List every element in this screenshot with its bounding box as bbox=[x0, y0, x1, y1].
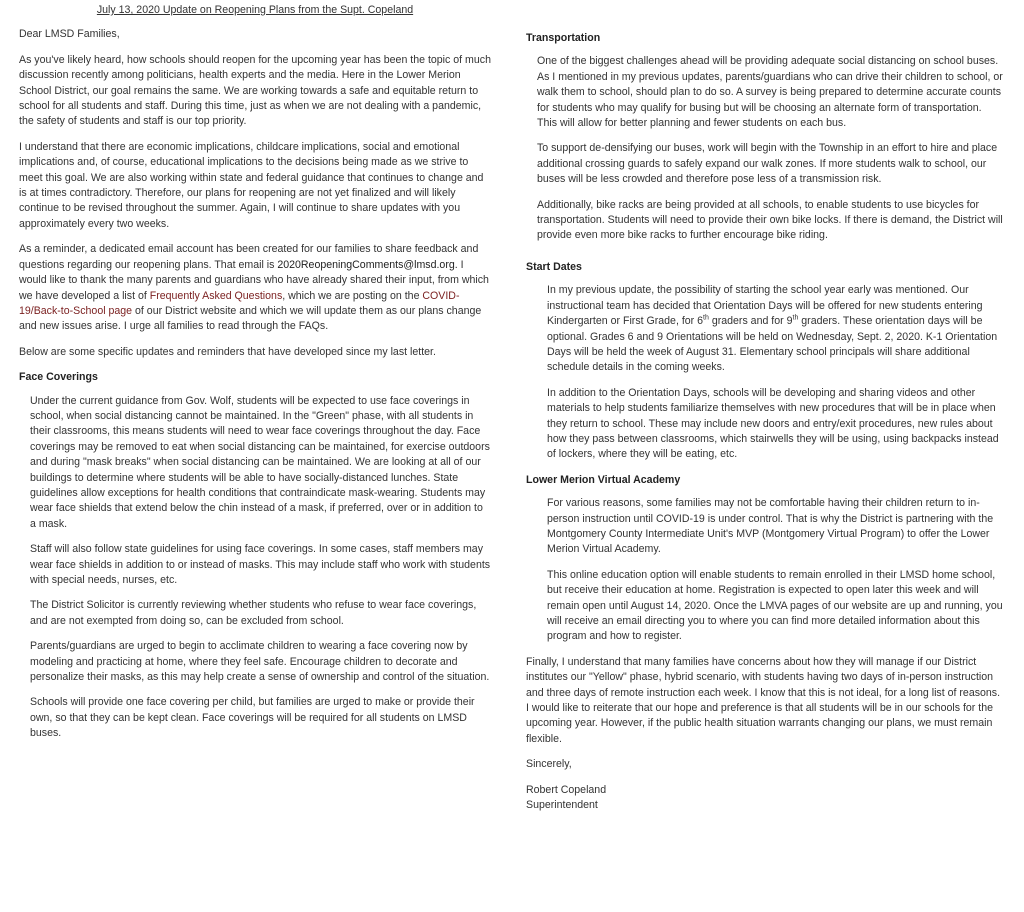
ordinal-suffix-9th: th bbox=[792, 314, 799, 322]
intro-paragraph-1: As you've likely heard, how schools should reopen for the upcoming year has been the topic of much discussion recently among politicians, health experts and the media. Here in the Lower Merion School District, our goal remains the same. We are working towards a safe and equitable return to school for all students and staff. During this time, just as when we are not dealing with a pandemic, the safety of students and staff is our top priority. bbox=[19, 53, 491, 128]
intro-paragraph-3 bbox=[19, 242, 491, 334]
right-column bbox=[526, 31, 1004, 813]
start-text-a: In my previous update, the possibility of starting the school year early was mentioned. Our instructional team has decided that Orientation Days will be offered for new students entering Kindergarten or First Grade, for 6 bbox=[547, 284, 983, 328]
greeting: Dear LMSD Families, bbox=[19, 28, 120, 41]
title-wrap bbox=[19, 3, 491, 18]
lmva-paragraph-2: This online education option will enable students to remain enrolled in their LMSD home school, but receive their education at home. Registration is expected to open later this week and will remain open until August 14, 2020. Once the LMVA pages of our website are up and running, you will receive an email directing you to where you can find more detailed information about this program and how to register. bbox=[547, 568, 1003, 643]
signer-title: Superintendent bbox=[526, 799, 598, 812]
face-paragraph-5: Schools will provide one face covering per child, but families are urged to make or provide their own, so that they can be kept clean. Face coverings will be required for all students on LMSD buses. bbox=[30, 696, 475, 740]
intro-paragraph-2: I understand that there are economic implications, childcare implications, social and emotional implications and, of course, educational implications to the decisions being made as we strive to meet this goal. We are also working within state and federal guidance that continues to change and is at times contradictory. Therefore, our plans for reopening are not yet finalized and will likely continue to be revised throughout the summer. Again, I will continue to share updates with you approximately every two weeks. bbox=[19, 140, 484, 230]
covid-page-link[interactable]: COVID-19/Back-to-School page bbox=[19, 289, 460, 317]
email-address: 2020ReopeningComments@lmsd.org bbox=[277, 258, 455, 271]
start-dates-section bbox=[526, 283, 1004, 462]
start-dates-heading: Start Dates bbox=[526, 260, 582, 273]
page-title[interactable]: July 13, 2020 Update on Reopening Plans from the Supt. Copeland bbox=[96, 4, 414, 16]
intro-text-c: , which we are posting on the bbox=[282, 289, 423, 302]
start-text-c: graders. These orientation days will be optional. Grades 6 and 9 Orientations will be held on Wednesday, Sept. 2, 2020. K-1 Orientation Days will be held the week of August 31. Elementary school principals will share additional schedule details in the coming weeks. bbox=[547, 315, 998, 374]
face-coverings-section bbox=[19, 394, 491, 742]
signoff: Sincerely, bbox=[526, 758, 572, 771]
transportation-heading: Transportation bbox=[526, 32, 601, 44]
start-paragraph-2: In addition to the Orientation Days, schools will be developing and sharing videos and other materials to help students familiarize themselves with new procedures that will be in place when they return to school. These may include new doors and entry/exit procedures, new rules about how they pass between classrooms, which stairwells they will be using, using backpacks instead of lockers, where they will be eating, etc. bbox=[547, 386, 999, 461]
start-paragraph-1 bbox=[547, 283, 1004, 375]
lmva-heading: Lower Merion Virtual Academy bbox=[526, 473, 681, 486]
face-paragraph-3: The District Solicitor is currently reviewing whether students who refuse to wear face coverings, and are not exempted from doing so, can be excluded from school. bbox=[30, 599, 477, 627]
closing-paragraph: Finally, I understand that many families have concerns about how they will manage if our District institutes our "Yellow" phase, hybrid scenario, with students having two days of in-person instruction and three days of remote instruction each week. I know that this is not ideal, for a long list of reasons. I would like to reiterate that our hope and preference is that all students will be in our schools for the upcoming year. However, if the public health situation warrants changing our plans, we must remain flexible. bbox=[526, 655, 1001, 745]
faq-link[interactable]: Frequently Asked Questions bbox=[149, 289, 283, 302]
face-paragraph-2: Staff will also follow state guidelines for using face coverings. In some cases, staff members may wear face shields in addition to or instead of masks. This may include staff who work with students with special needs, nurses, etc. bbox=[30, 543, 491, 586]
left-column bbox=[19, 0, 491, 752]
intro-text-d: of our District website and which we will update them as our plans change and new issues arise. I urge all families to read through the FAQs. bbox=[19, 304, 482, 333]
face-coverings-heading: Face Coverings bbox=[19, 371, 98, 384]
intro-text-b: . I would like to thank the many parents and guardians who have already shared their input, from which we have developed a list of bbox=[19, 258, 489, 302]
ordinal-suffix-6th: th bbox=[703, 314, 709, 322]
face-paragraph-4: Parents/guardians are urged to begin to acclimate children to wearing a face covering now by modeling and practicing at home, where they feel safe. Encourage children to decorate and personalize their masks, as this may help create a sense of ownership and control of the situation. bbox=[30, 640, 490, 684]
signer-name: Robert Copeland bbox=[526, 783, 607, 796]
transport-paragraph-1: One of the biggest challenges ahead will be providing adequate social distancing on school buses. As I mentioned in my previous updates, parents/guardians who can drive their children to school, or walk them to school, should plan to do so. A survey is being prepared to determine accurate counts for students who may qualify for busing but will be choosing an alternate form of transportation. This will allow for better planning and fewer students on each bus. bbox=[537, 55, 1003, 130]
face-paragraph-1: Under the current guidance from Gov. Wolf, students will be expected to use face coverings in school, when social distancing cannot be maintained. In the "Green" phase, with all students in their classrooms, this means students will need to wear face coverings throughout the day. Face coverings may be removed to eat when social distancing can be maintained, for exercise outdoors and during "mask breaks" when social distancing can be maintained. We are looking at all of our buildings to determine where students will be able to have socially-distanced lunches. State guidelines allow exceptions for health conditions that contraindicate mask-wearing. Students may wear face shields that extend below the chin instead of a mask, if preferred, over or in addition to a mask. bbox=[30, 394, 490, 530]
intro-paragraph-4: Below are some specific updates and reminders that have developed since my last letter. bbox=[19, 345, 436, 358]
transportation-section bbox=[526, 54, 1004, 243]
intro-text-a: As a reminder, a dedicated email account has been created for our families to share feedback and questions regarding our reopening plans. That email is bbox=[19, 243, 479, 271]
transport-paragraph-2: To support de-densifying our buses, work will begin with the Township in an effort to hire and place additional crossing guards to safely expand our walk zones. If more students walk to school, our buses will be less crowded and therefore pose less of a transmission risk. bbox=[537, 142, 998, 186]
start-text-b: graders and for 9 bbox=[708, 315, 793, 328]
lmva-section bbox=[526, 496, 1004, 645]
transport-paragraph-3: Additionally, bike racks are being provided at all schools, to enable students to use bicycles for transportation. Students will need to provide their own bike locks. If there is demand, the District will provide even more bike racks to further encourage bike riding. bbox=[537, 198, 1003, 242]
lmva-paragraph-1: For various reasons, some families may not be comfortable having their children return to in-person instruction until COVID-19 is under control. That is why the District is partnering with the Montgomery County Intermediate Unit's MVP (Montgomery Virtual Program) to offer the Lower Merion Virtual Academy. bbox=[547, 497, 994, 556]
